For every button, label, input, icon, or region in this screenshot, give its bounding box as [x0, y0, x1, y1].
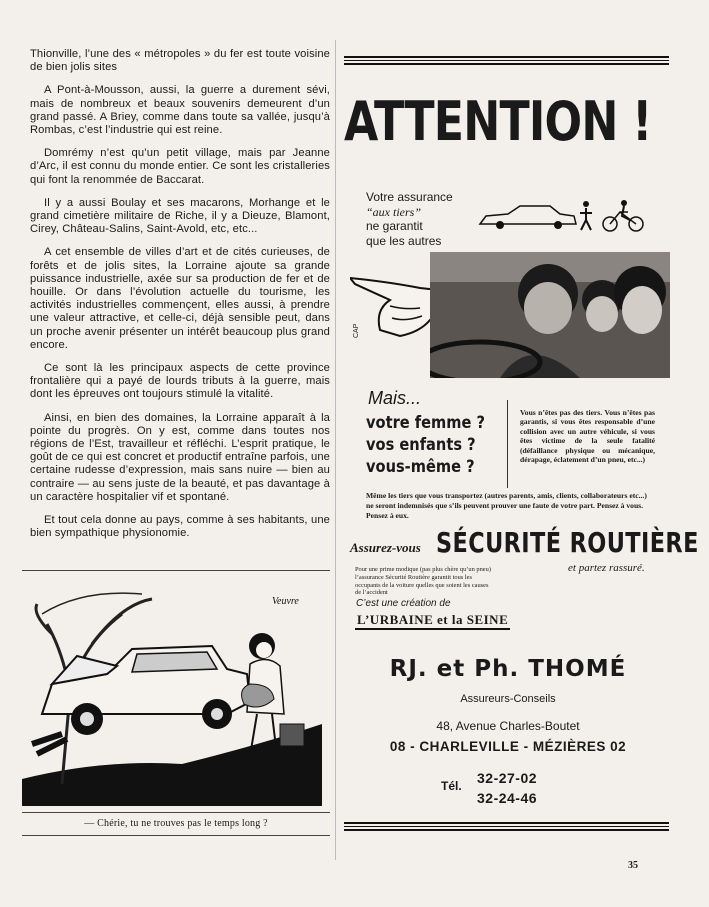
agent-name: RJ. et Ph. THOMÉ	[389, 656, 627, 682]
prime-text: Pour une prime modique (pas plus chère qu’un pneu) l’assurance Sécurité Routière garantit tous les occupants de la voiture quelles que soient les causes de l’accident	[355, 566, 491, 597]
cartoon-signature: Veuvre	[272, 596, 299, 607]
mais-text: Mais...	[368, 388, 422, 408]
assurance-line	[366, 205, 486, 220]
assurez-vous-text: Assurez-vous	[350, 540, 421, 555]
article-paragraph: Ainsi, en bien des domaines, la Lorraine apparaît à la pointe du progrès. On y est, comme dans toutes nos régions de l’Est, travailleur et réfléchi. L’esprit pratique, le goût de ce qui est concret et productif entraîne parfois, une certaine rudesse d’expression, mais sans nuire — bien au contraire — au sens juste de la beauté, et pas davantage à un caractère hospitalier vif et spontané.	[30, 411, 330, 503]
column-divider	[335, 40, 336, 860]
phone-number: 32-24-46	[477, 790, 538, 806]
assurance-quote: “aux tiers”	[366, 204, 422, 219]
page-number: 35	[628, 860, 638, 871]
vertical-rule	[507, 400, 508, 488]
question-line: vos enfants ?	[366, 435, 476, 455]
cartoon-caption: — Chérie, tu ne trouves pas le temps long ?	[84, 818, 268, 829]
caption-top-rule	[22, 812, 330, 813]
questions-block	[366, 412, 486, 478]
warning-text-bottom: Même les tiers que vous transportez (autres parents, amis, clients, collaborateurs etc...) ne seront indemnisés que s’ils peuvent prouver une faute de votre part. Pensez à vous. Pensez à eux.	[366, 491, 647, 520]
question-line: vous-même ?	[366, 457, 475, 477]
insurer-name: L’URBAINE et la SEINE	[355, 612, 510, 630]
article-paragraph: Et tout cela donne au pays, comme à ses habitants, une bien sympathique physionomie.	[30, 514, 330, 540]
warning-text-right: Vous n’êtes pas des tiers. Vous n’êtes pas garantis, si vous êtes responsable d’une collision avec un autre véhicule, si vous êtes victime de la seule fatalité (défaillance physique ou mécanique, dérapage, éclatement d’un pneu, etc...)	[520, 408, 655, 465]
assurance-line: Votre assurance	[366, 190, 453, 204]
article-paragraph: A cet ensemble de villes d’art et de cités curieuses, de forêts et de jolis sites, la Lorraine ajoute sa grande puissance industrielle, axée sur sa production de fer et de houille. Or dans l’évolution actuelle du tourisme, les activités industrielles commençent, elles aussi, à prendre une valeur attractive, et celle-ci, déjà sensible peut, dans un proche avenir présenter un intérêt beaucoup plus grand encore.	[30, 246, 330, 351]
article-paragraph: Thionville, l’une des « métropoles » du fer est toute voisine de bien jolis sites	[30, 48, 330, 74]
article-paragraph: Il y a aussi Boulay et ses macarons, Morhange et le grand cimetière militaire de Riche, il y a Dieuze, Blamont, Cirey, Château-Salins, Saint-Avold, etc, etc...	[30, 196, 330, 236]
car-icon	[480, 206, 576, 224]
assurance-line: que les autres	[366, 233, 442, 248]
pedestrian-icon	[583, 201, 589, 207]
assurance-line: ne garantit	[366, 219, 423, 233]
agent-title: Assureurs-Conseils	[460, 693, 556, 705]
family-in-car-photo	[430, 252, 670, 378]
article-paragraph: Ce sont là les principaux aspects de cette province frontalière qui a payé de lourds tributs à la guerre, mais dont les épreuves ont toujours stimulé la vitalité.	[30, 362, 330, 401]
brand-name: SÉCURITÉ ROUTIÈRE	[436, 526, 699, 559]
article-text	[30, 48, 330, 551]
phone-label: Tél.	[441, 779, 462, 793]
cartoon-top-rule	[22, 570, 330, 571]
agent-address: 48, Avenue Charles-Boutet	[436, 719, 580, 733]
ad-headline: ATTENTION !	[344, 90, 652, 153]
photo-credit: CAP	[353, 323, 360, 338]
caption-bottom-rule	[22, 835, 330, 836]
article-paragraph: A Pont-à-Mousson, aussi, la guerre a durement sévi, mais de nombreux et beaux souvenirs demeurent d’un grand passé. A Briey, comme dans toute sa vallée, jusqu’à Rombas, c’est l’industrie qui est reine.	[30, 84, 330, 137]
question-line: votre femme ?	[366, 413, 486, 433]
agent-city: 08 - CHARLEVILLE - MÉZIÈRES 02	[389, 739, 627, 754]
ad-bottom-rule	[344, 822, 669, 828]
article-paragraph: Domrémy n’est qu’un petit village, mais par Jeanne d’Arc, il est connu du monde entier. Ce sont les cristalleries qui font la renommée de Baccarat.	[30, 147, 330, 186]
ad-top-rule	[344, 56, 669, 62]
cartoon-illustration	[22, 574, 332, 824]
vehicles-icons	[478, 198, 653, 234]
phone-number: 32-27-02	[477, 770, 538, 786]
slogan: et partez rassuré.	[568, 562, 645, 574]
creation-text: C’est une création de	[356, 598, 451, 609]
assurance-text	[366, 190, 486, 248]
